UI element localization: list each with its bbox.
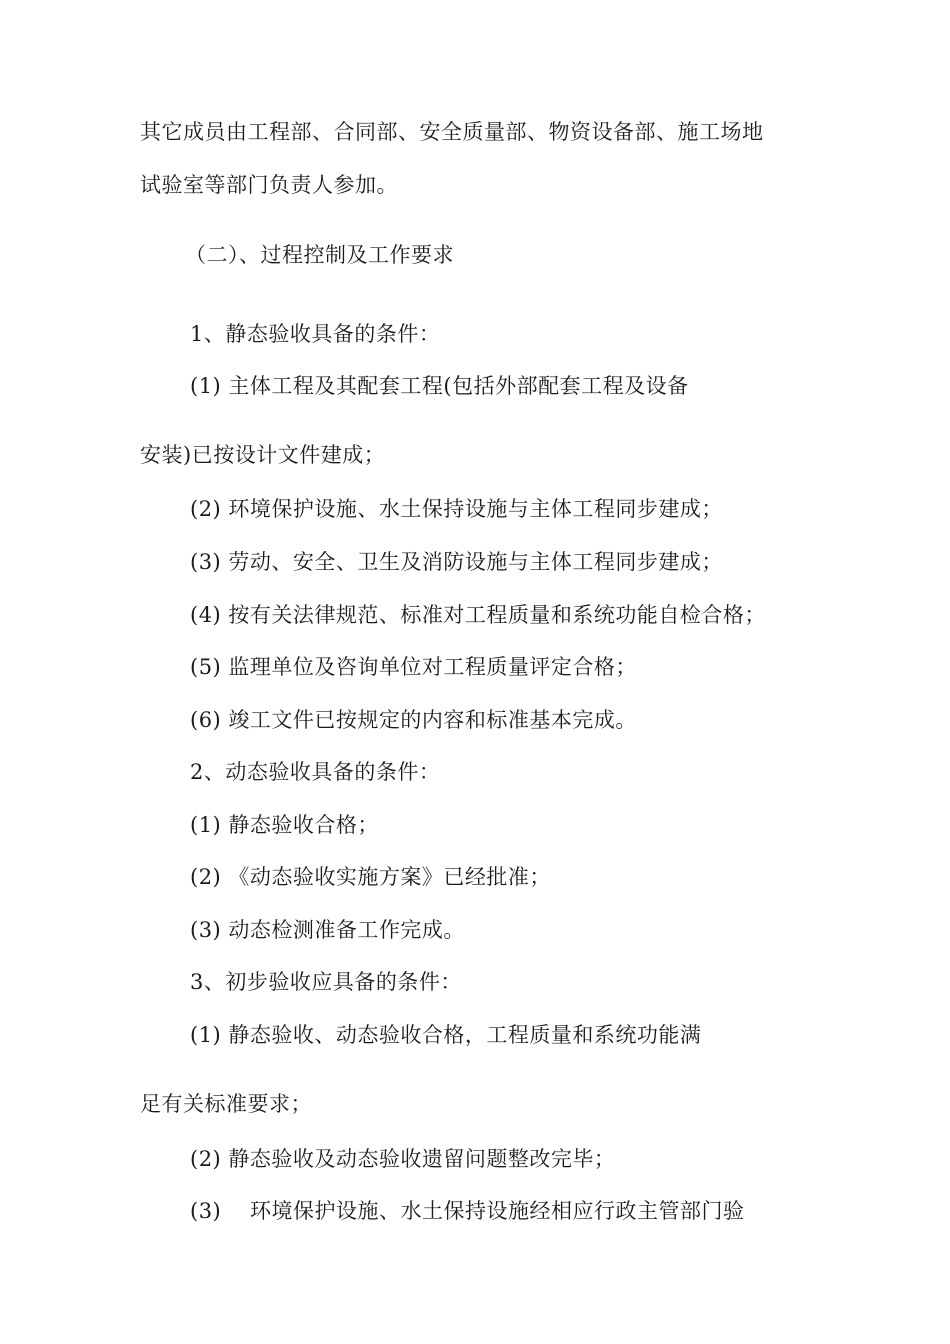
list-item: (5) 监理单位及咨询单位对工程质量评定合格； [190, 655, 637, 679]
section-heading: （二）、过程控制及工作要求 [185, 243, 454, 267]
paragraph-line: 试验室等部门负责人参加。 [140, 173, 398, 197]
list-item: (2) 环境保护设施、水土保持设施与主体工程同步建成； [190, 497, 723, 521]
list-item: (1) 静态验收合格； [190, 813, 379, 837]
list-item: (2) 《动态验收实施方案》已经批准； [190, 865, 551, 889]
list-item-continuation: 足有关标准要求； [140, 1092, 312, 1116]
list-item: (4) 按有关法律规范、标准对工程质量和系统功能自检合格； [190, 603, 766, 627]
paragraph-line: 其它成员由工程部、合同部、安全质量部、物资设备部、施工场地 [140, 120, 764, 144]
list-item: (3) 环境保护设施、水土保持设施经相应行政主管部门验 [190, 1199, 745, 1223]
subsection-heading: 2、动态验收具备的条件： [190, 760, 441, 784]
list-item: (1) 主体工程及其配套工程(包括外部配套工程及设备 [190, 374, 689, 398]
list-item-continuation: 安装)已按设计文件建成； [140, 443, 386, 467]
list-item: (6) 竣工文件已按规定的内容和标准基本完成。 [190, 708, 637, 732]
subsection-heading: 3、初步验收应具备的条件： [190, 970, 462, 994]
subsection-heading: 1、静态验收具备的条件： [190, 322, 441, 346]
list-item: (1) 静态验收、动态验收合格，工程质量和系统功能满 [190, 1023, 702, 1047]
list-item: (2) 静态验收及动态验收遗留问题整改完毕； [190, 1147, 616, 1171]
list-item: (3) 动态检测准备工作完成。 [190, 918, 465, 942]
list-item: (3) 劳动、安全、卫生及消防设施与主体工程同步建成； [190, 550, 723, 574]
